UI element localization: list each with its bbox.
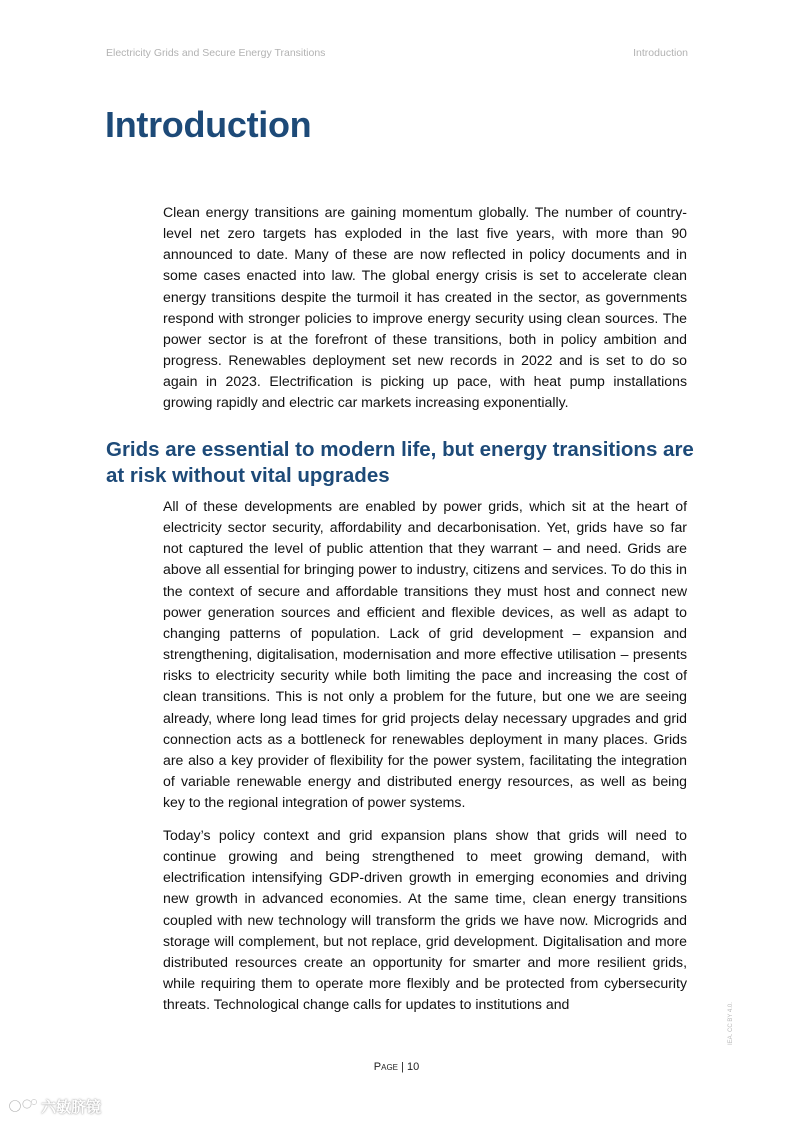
- watermark: [8, 1096, 101, 1116]
- watermark-text: 六敏脐镜: [41, 1098, 102, 1116]
- section-heading: Grids are essential to modern life, but energy transitions are at risk without vital upgrades: [106, 438, 694, 487]
- page-number: [0, 1061, 793, 1073]
- page-title: Introduction: [105, 104, 312, 145]
- page-separator: |: [401, 1061, 404, 1073]
- section-paragraph-2: Today’s policy context and grid expansion plans show that grids will need to continue growing and being strengthened to meet growing demand, with electrification intensifying GDP-driven growth in emerging economies and driving new growth in advanced economies. At the same time, clean energy transitions coupled with new technology will transform the grids we have now. Microgrids and storage will complement, but not replace, grid development. Digitalisation and more distributed resources create an opportunity for smarter and more resilient grids, while requiring them to operate more flexibly and be protected from cybersecurity threats. Technological change calls for updates to institutions and: [163, 827, 687, 1013]
- license-note: IEA. CC BY 4.0.: [728, 1002, 734, 1045]
- page-label: Page: [373, 1061, 398, 1073]
- header-chapter-title: Introduction: [633, 47, 688, 59]
- intro-paragraph: Clean energy transitions are gaining momentum globally. The number of country-level net zero targets has exploded in the last five years, with more than 90 announced to date. Many of these are now reflected in policy documents and in some cases enacted into law. The global energy crisis is set to accelerate clean energy transitions despite the turmoil it has created in the sector, as governments respond with stronger policies to improve energy security using clean sources. The power sector is at the forefront of these transitions, both in policy ambition and progress. Renewables deployment set new records in 2022 and is set to do so again in 2023. Electrification is picking up pace, with heat pump installations growing rapidly and electric car markets increasing exponentially.: [163, 204, 687, 411]
- watermark-logo-icon: [8, 1097, 38, 1115]
- section-paragraph-1: All of these developments are enabled by power grids, which sit at the heart of electricity sector security, affordability and decarbonisation. Yet, grids have so far not captured the level of public attention that they warrant – and need. Grids are above all essential for bringing power to industry, citizens and services. To do this in the context of secure and affordable transitions they must host and connect new power generation sources and efficient and flexible devices, as well as adapt to changing patterns of population. Lack of grid development – expansion and strengthening, digitalisation, modernisation and more effective utilisation – presents risks to electricity security while both limiting the pace and increasing the cost of clean transitions. This is not only a problem for the future, but one we are seeing already, where long lead times for grid projects delay necessary upgrades and grid connection acts as a bottleneck for renewables deployment in many places. Grids are also a key provider of flexibility for the power system, facilitating the integration of variable renewable energy and distributed energy resources, as well as being key to the regional integration of power systems.: [163, 498, 687, 811]
- page-number-value: 10: [406, 1061, 420, 1073]
- header-document-title: Electricity Grids and Secure Energy Transitions: [106, 47, 326, 59]
